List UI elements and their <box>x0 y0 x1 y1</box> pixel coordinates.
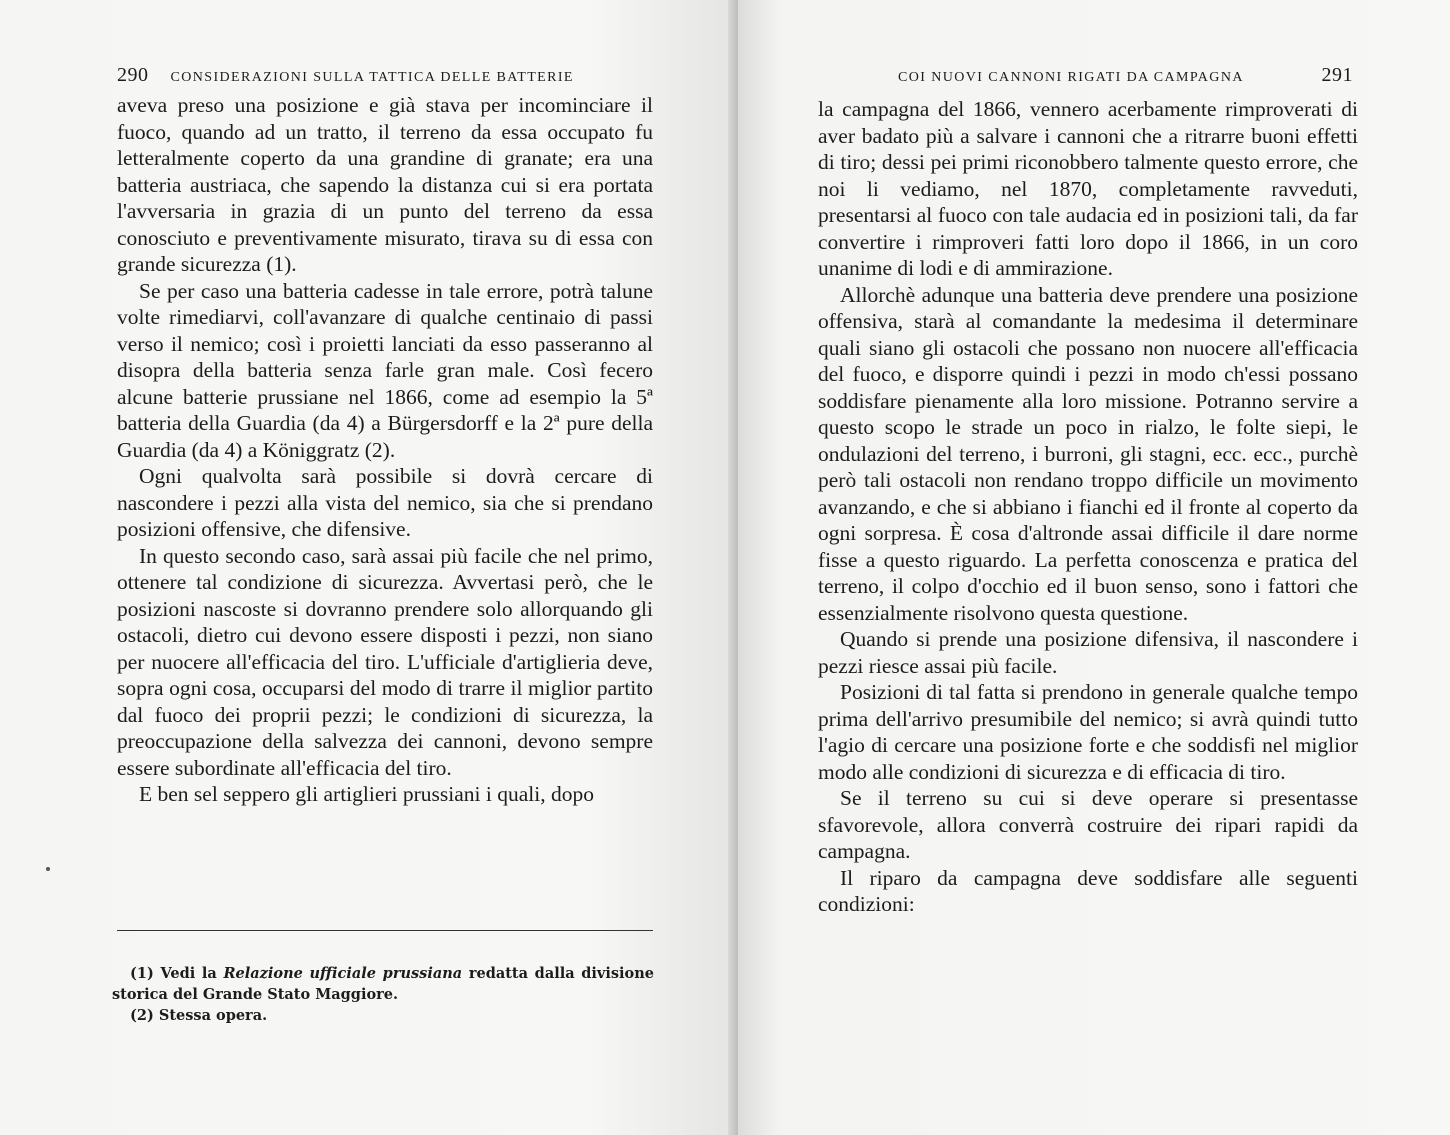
footnote <box>112 963 654 1005</box>
paragraph: Se per caso una batteria cadesse in tale errore, potrà talune volte rimediarvi, coll'avanzare di qualche centinaio di passi verso il nemico; così i proietti lanciati da esso passeranno al disopra della batteria senza farle gran male. Così fecero alcune batterie prussiane nel 1866, come ad esempio la 5ª batteria della Guardia (da 4) a Bürgersdorff e la 2ª pure della Guardia (da 4) a Königgratz (2). <box>117 278 653 462</box>
paragraph: Il riparo da campagna deve soddisfare alle seguenti condizioni: <box>818 865 1358 916</box>
running-head: CONSIDERAZIONI SULLA TATTICA DELLE BATTERIE <box>170 70 574 85</box>
right-page <box>738 0 1450 1135</box>
footnote-text: redatta dalla divisione storica del Grande Stato Maggiore. <box>112 965 654 1003</box>
right-page-body <box>818 96 1358 918</box>
paragraph: Allorchè adunque una batteria deve prendere una posizione offensiva, starà al comandante la medesima il determinare quali siano gli ostacoli che possano non nuocere all'efficacia del fuoco, e disporre quindi i pezzi in modo ch'essi possano soddisfare pienamente alla loro missione. Potranno servire a questo scopo le strade un poco in rialzo, le folte siepi, le ondulazioni del terreno, i burroni, gli stagni, ecc. ecc., purchè però tali ostacoli non rendano troppo difficile un movimento avanzando, e che si abbiano i fianchi ed il fronte al coperto da ogni sorpresa. È cosa d'altronde assai difficile il dare norme fisse a questo riguardo. La perfetta conoscenza e pratica del terreno, il colpo d'occhio ed il buon senso, sono i fattori che essenzialmente risolvono questa questione. <box>818 282 1358 625</box>
footnote-title: Relazione ufficiale prussiana <box>223 965 463 982</box>
footnote <box>112 1005 654 1026</box>
page-number: 290 <box>117 64 149 86</box>
paragraph: Se il terreno su cui si deve operare si presentasse sfavorevole, allora converrà costruire dei ripari rapidi da campagna. <box>818 786 1358 863</box>
paragraph: la campagna del 1866, vennero acerbamente rimproverati di aver badato più a salvare i cannoni che a ritrarre buoni effetti di tiro; dessi pei primi riconobbero talmente questo errore, che noi li vediamo, nel 1870, completamente ravveduti, presentarsi al fuoco con tale audacia ed in posizioni tali, da far convertire i rimproveri fatti loro dopo il 1866, in un coro unanime di lodi e di ammirazione. <box>818 97 1358 280</box>
paragraph: Quando si prende una posizione difensiva, il nascondere i pezzi riesce assai più facile. <box>818 627 1358 678</box>
left-page-header <box>117 64 595 90</box>
paragraph: E ben sel seppero gli artiglieri prussiani i quali, dopo <box>139 782 594 806</box>
paragraph: Posizioni di tal fatta si prendono in generale qualche tempo prima dell'arrivo presumibile del nemico; si avrà quindi tutto l'agio di cercare una posizione forte e che soddisfi nel miglior modo alle condizioni di sicurezza e di efficacia di tiro. <box>818 680 1358 784</box>
footnote-text: (2) Stessa opera. <box>130 1007 268 1024</box>
paragraph: aveva preso una posizione e già stava per incominciare il fuoco, quando ad un tratto, il terreno da essa occupato fu letteralmente coperto da una grandine di granate; era una batteria austriaca, che sapendo la distanza cui si era portata l'avversaria in grazia di un punto del terreno da essa conosciuto e preventivamente misurato, tirava su di essa con grande sicurezza (1). <box>117 93 653 276</box>
footnote-text: (1) Vedi la <box>130 965 224 982</box>
footnote-rule <box>117 930 653 931</box>
right-page-header <box>898 64 1353 90</box>
left-page-body <box>117 92 653 808</box>
footnotes <box>112 963 654 1026</box>
page-number: 291 <box>1321 64 1353 86</box>
paragraph: Ogni qualvolta sarà possibile si dovrà cercare di nascondere i pezzi alla vista del nemico, sia che si prendano posizioni offensive, che difensive. <box>117 464 653 541</box>
paragraph: In questo secondo caso, sarà assai più facile che nel primo, ottenere tal condizione di sicurezza. Avvertasi però, che le posizioni nascoste si dovranno prendere solo allorquando gli ostacoli, dietro cui devono essere disposti i pezzi, non siano per nuocere all'efficacia del tiro. L'ufficiale d'artiglieria deve, sopra ogni cosa, occuparsi del modo di trarre il miglior partito dal fuoco dei proprii pezzi; le condizioni di sicurezza, la preoccupazione della salvezza dei cannoni, devono sempre essere subordinate all'efficacia del tiro. <box>117 543 653 780</box>
ink-speck <box>46 867 50 871</box>
running-head: COI NUOVI CANNONI RIGATI DA CAMPAGNA <box>898 70 1244 85</box>
